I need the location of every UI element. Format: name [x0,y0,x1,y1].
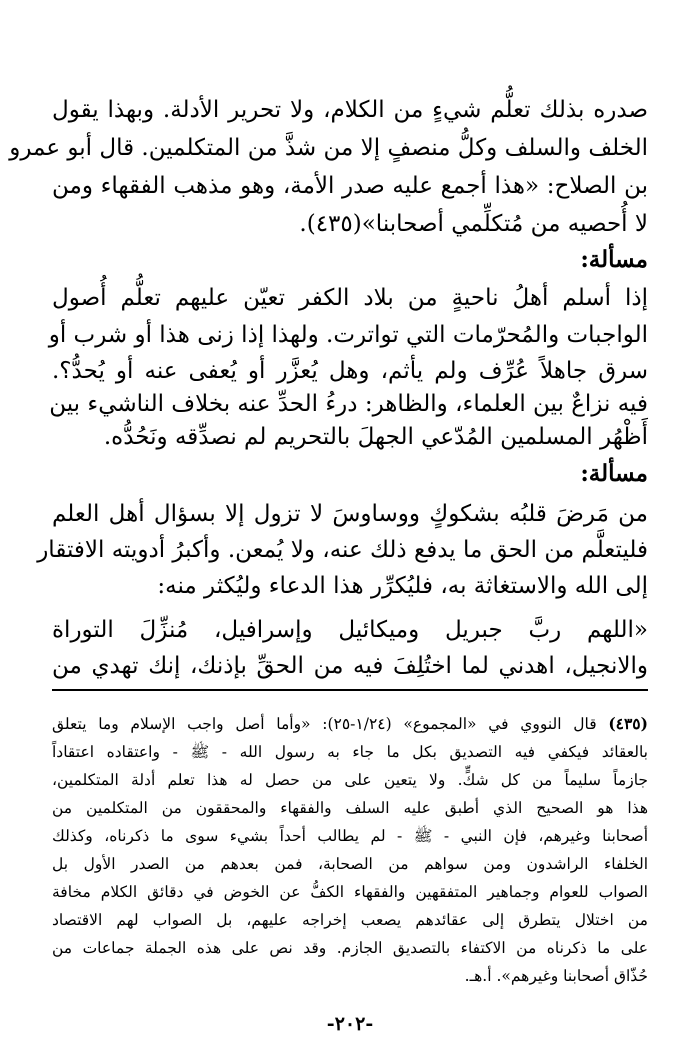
footnote-line: الخلفاء الراشدون ومن سواهم من الصحابة، فمن بعدهم من الصدر الأول بل [52,855,648,873]
footnote-line: بالعقائد فيكفي فيه التصديق بكل ما جاء به رسول الله - ﷺ - واعتقاده اعتقاداً [52,743,648,761]
footnote-line: حُذّاق أصحابنا وغيرهم». أ.هـ. [464,967,648,985]
footnote-line: أصحابنا وغيرهم، فإن النبي - ﷺ - لم يطالب أحداً بشيء سوى ما ذكرناه، وكذلك [52,827,648,845]
footnote-line [52,710,648,738]
paragraph-line: «اللهم ربَّ جبريل وميكائيل وإسرافيل، مُنزِّلَ التوراة [52,617,648,643]
section-heading: مسألة: [580,460,648,487]
footnote-line: الصواب للعوام وجماهير المتفقهين والفقهاء الكفُّ عن الخوض في دقائق الكلام مخافة [52,883,648,901]
footnote-line: من اختلال يتطرق إلى عقائدهم يصعب إخراجه عليهم، بل الصواب لهم الاقتصاد [52,911,648,929]
paragraph-line: أَظْهُر المسلمين المُدّعي الجهلَ بالتحريم لم نصدِّقه ونَحُدُّه. [103,424,648,450]
paragraph-line: الخلف والسلف وكلُّ منصفٍ إلا من شذَّ من المتكلمين. قال أبو عمرو [9,135,648,161]
page-number: -٢٠٢- [326,1013,374,1035]
paragraph-line: صدره بذلك تعلُّم شيءٍ من الكلام، ولا تحرير الأدلة. وبهذا يقول [52,97,648,123]
paragraph-line: بن الصلاح: «هذا أجمع عليه صدر الأمة، وهو مذهب الفقهاء ومن [52,173,648,199]
paragraph-line: لا أُحصيه من مُتكلِّمي أصحابنا»(٤٣٥). [299,211,648,237]
paragraph-line: فليتعلَّم من الحق ما يدفع ذلك عنه، ولا يُمعن. وأكبرُ أدويته الافتقار [37,537,648,563]
footnote-line: على ما ذكرناه من الاكتفاء بالتصديق الجازم. وقد نص على هذه الجملة جماعات من [52,939,648,957]
paragraph-line: والانجيل، اهدني لما اختُلِفَ فيه من الحقِّ بإذنك، إنك تهدي من [52,653,648,679]
paragraph-line: من مَرضَ قلبُه بشكوكٍ ووساوسَ لا تزول إلا بسؤال أهل العلم [52,501,648,527]
paragraph-line: سرق جاهلاً عُرِّف ولم يأثم، وهل يُعزَّر أو يُعفى عنه أو يُحدُّ؟. [52,358,648,384]
footnote-separator [52,689,648,691]
paragraph-line: فيه نزاعٌ بين العلماء، والظاهر: درءُ الحدِّ عنه بخلاف الناشيء بين [49,391,648,417]
paragraph-line: إلى الله والاستغاثة به، فليُكرِّر هذا الدعاء وليُكثر منه: [157,573,648,599]
section-heading: مسألة: [580,246,648,273]
footnote-line: هذا هو الصحيح الذي أطبق عليه السلف والفقهاء والمحققون من المتكلمين من [52,799,648,817]
footnote-number: (٤٣٥) [608,714,648,733]
paragraph-line: الواجبات والمُحرّمات التي تواترت. ولهذا إذا زنى هذا أو شرب أو [48,322,648,348]
footnote-text: قال النووي في «المجموع» (١/٢٤-٢٥): «وأما أصل واجب الإسلام وما يتعلق [52,715,597,733]
footnote-line: جازماً سليماً من كل شكٍّ. ولا يتعين على من حصل له هذا تعلم أدلة المتكلمين، [52,771,648,789]
paragraph-line: إذا أسلم أهلُ ناحيةٍ من بلاد الكفر تعيّن عليهم تعلُّم أُصول [52,285,648,311]
